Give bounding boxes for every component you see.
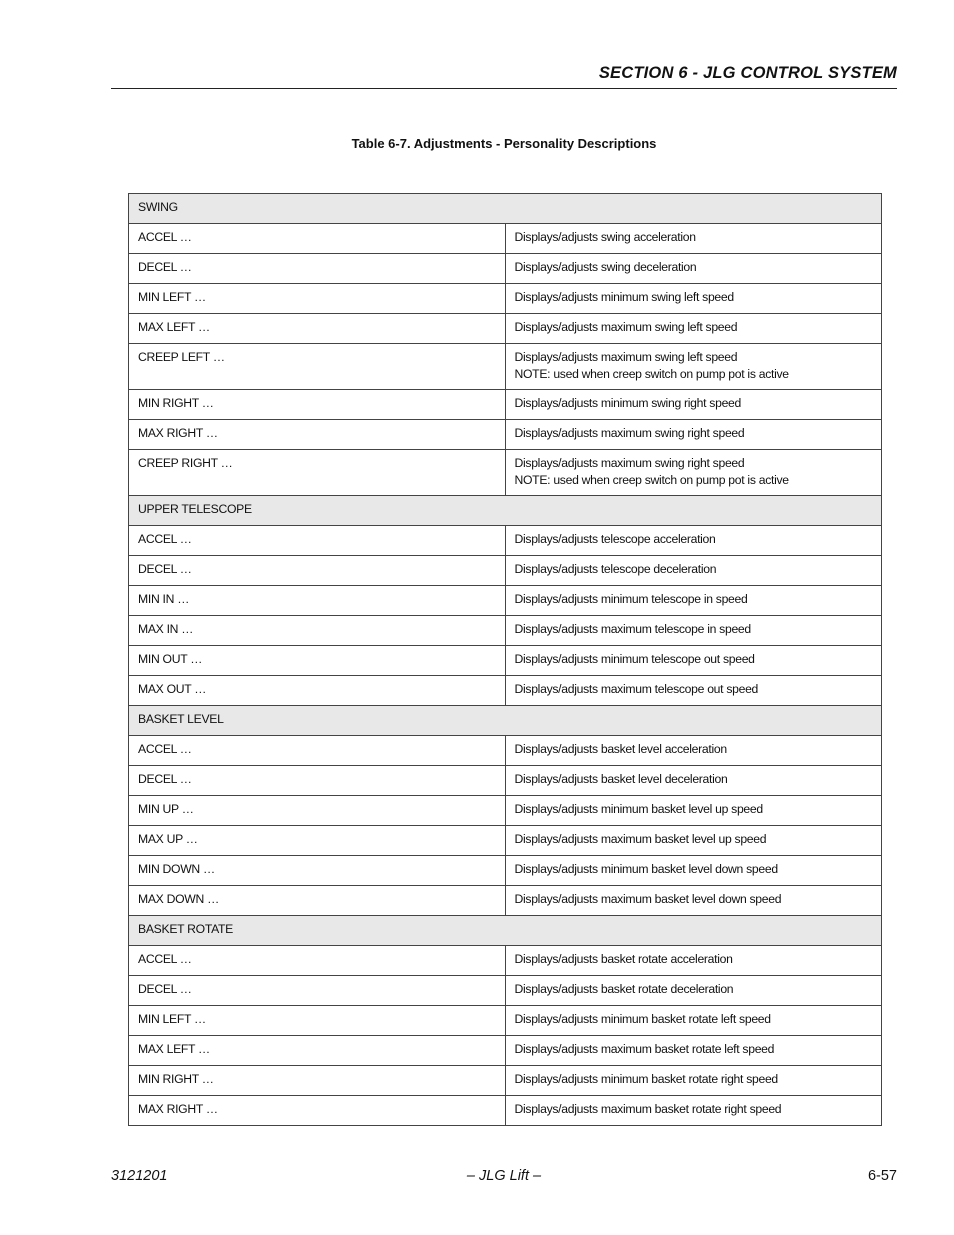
section-header-row	[129, 194, 882, 224]
parameter-description	[505, 254, 882, 284]
description-line: Displays/adjusts telescope acceleration	[514, 532, 716, 546]
parameter-name: MIN DOWN …	[129, 856, 506, 886]
description-line: Displays/adjusts basket rotate acceleration	[514, 952, 733, 966]
table-caption: Table 6-7. Adjustments - Personality Descriptions	[351, 136, 657, 151]
table-row	[129, 556, 882, 586]
description-note: NOTE: used when creep switch on pump pot is active	[514, 473, 789, 487]
section-header: SWING	[129, 194, 882, 224]
table-row	[129, 616, 882, 646]
table-row	[129, 586, 882, 616]
description-line: Displays/adjusts basket level acceleration	[514, 742, 727, 756]
table-row	[129, 1006, 882, 1036]
parameter-name: DECEL …	[129, 556, 506, 586]
parameter-description	[505, 946, 882, 976]
table-row	[129, 976, 882, 1006]
table-row	[129, 646, 882, 676]
description-line: Displays/adjusts maximum basket level down speed	[514, 892, 782, 906]
table-row	[129, 526, 882, 556]
parameter-description	[505, 736, 882, 766]
table-row	[129, 826, 882, 856]
table-row	[129, 344, 882, 390]
section-title: SECTION 6 - JLG CONTROL SYSTEM	[598, 64, 897, 82]
table-row	[129, 886, 882, 916]
parameter-name: MAX RIGHT …	[129, 1096, 506, 1126]
description-line: Displays/adjusts minimum basket level down speed	[514, 862, 778, 876]
description-line: Displays/adjusts maximum swing left speed	[514, 320, 738, 334]
parameter-description	[505, 856, 882, 886]
table-row	[129, 390, 882, 420]
parameter-description	[505, 826, 882, 856]
parameter-name: MIN RIGHT …	[129, 1066, 506, 1096]
parameter-name: MAX RIGHT …	[129, 420, 506, 450]
description-line: Displays/adjusts basket rotate deceleration	[514, 982, 734, 996]
parameter-description	[505, 450, 882, 496]
parameter-description	[505, 1096, 882, 1126]
parameter-name: MAX IN …	[129, 616, 506, 646]
parameter-name: MIN IN …	[129, 586, 506, 616]
parameter-description	[505, 676, 882, 706]
description-line: Displays/adjusts swing deceleration	[514, 260, 697, 274]
parameter-description	[505, 390, 882, 420]
parameter-name: MIN OUT …	[129, 646, 506, 676]
parameter-description	[505, 976, 882, 1006]
parameter-description	[505, 796, 882, 826]
description-line: Displays/adjusts minimum basket rotate right speed	[514, 1072, 778, 1086]
description-line: Displays/adjusts telescope deceleration	[514, 562, 717, 576]
parameter-description	[505, 314, 882, 344]
parameter-description	[505, 556, 882, 586]
description-line: Displays/adjusts maximum swing right speed	[514, 426, 745, 440]
doc-number: 3121201	[111, 1168, 168, 1184]
table-row	[129, 224, 882, 254]
description-line: Displays/adjusts minimum basket level up speed	[514, 802, 763, 816]
table-row	[129, 284, 882, 314]
description-line: Displays/adjusts maximum swing left speed	[514, 350, 738, 364]
description-line: Displays/adjusts maximum swing right speed	[514, 456, 745, 470]
parameter-description	[505, 586, 882, 616]
description-line: Displays/adjusts minimum basket rotate left speed	[514, 1012, 771, 1026]
parameter-description	[505, 616, 882, 646]
description-line: Displays/adjusts maximum basket level up speed	[514, 832, 767, 846]
description-note: NOTE: used when creep switch on pump pot is active	[514, 367, 789, 381]
section-header-row	[129, 706, 882, 736]
parameter-name: ACCEL …	[129, 946, 506, 976]
page-number: 6-57	[867, 1168, 897, 1184]
description-line: Displays/adjusts minimum swing left speed	[514, 290, 734, 304]
section-header-row	[129, 916, 882, 946]
table-row	[129, 450, 882, 496]
table-row	[129, 736, 882, 766]
parameter-name: MAX LEFT …	[129, 1036, 506, 1066]
description-line: Displays/adjusts maximum telescope in speed	[514, 622, 751, 636]
section-header: BASKET LEVEL	[129, 706, 882, 736]
personality-table	[128, 193, 882, 1126]
description-line: Displays/adjusts swing acceleration	[514, 230, 696, 244]
header-divider	[111, 88, 897, 89]
table-row	[129, 946, 882, 976]
section-header: UPPER TELESCOPE	[129, 496, 882, 526]
description-line: Displays/adjusts minimum swing right speed	[514, 396, 742, 410]
table-row	[129, 314, 882, 344]
parameter-description	[505, 224, 882, 254]
parameter-name: MAX DOWN …	[129, 886, 506, 916]
parameter-description	[505, 766, 882, 796]
parameter-name: DECEL …	[129, 976, 506, 1006]
table-row	[129, 254, 882, 284]
description-line: Displays/adjusts maximum basket rotate right speed	[514, 1102, 782, 1116]
parameter-name: DECEL …	[129, 766, 506, 796]
footer-brand: – JLG Lift –	[466, 1168, 542, 1184]
parameter-description	[505, 1006, 882, 1036]
section-header-row	[129, 496, 882, 526]
table-body	[129, 194, 882, 1126]
parameter-description	[505, 646, 882, 676]
parameter-description	[505, 284, 882, 314]
description-line: Displays/adjusts maximum telescope out speed	[514, 682, 759, 696]
parameter-description	[505, 420, 882, 450]
description-line: Displays/adjusts minimum telescope out speed	[514, 652, 755, 666]
parameter-name: MAX OUT …	[129, 676, 506, 706]
table-row	[129, 420, 882, 450]
parameter-name: ACCEL …	[129, 224, 506, 254]
parameter-name: ACCEL …	[129, 526, 506, 556]
parameter-name: CREEP LEFT …	[129, 344, 506, 390]
parameter-description	[505, 344, 882, 390]
description-line: Displays/adjusts basket level deceleration	[514, 772, 728, 786]
parameter-description	[505, 1036, 882, 1066]
table-row	[129, 856, 882, 886]
description-line: Displays/adjusts minimum telescope in speed	[514, 592, 748, 606]
parameter-name: MIN UP …	[129, 796, 506, 826]
section-header: BASKET ROTATE	[129, 916, 882, 946]
parameter-description	[505, 526, 882, 556]
table-row	[129, 766, 882, 796]
parameter-description	[505, 1066, 882, 1096]
parameter-name: MIN LEFT …	[129, 284, 506, 314]
parameter-name: DECEL …	[129, 254, 506, 284]
table-row	[129, 1066, 882, 1096]
table-row	[129, 1096, 882, 1126]
description-line: Displays/adjusts maximum basket rotate left speed	[514, 1042, 775, 1056]
table-row	[129, 1036, 882, 1066]
parameter-name: CREEP RIGHT …	[129, 450, 506, 496]
parameter-name: MIN RIGHT …	[129, 390, 506, 420]
table-row	[129, 676, 882, 706]
table-row	[129, 796, 882, 826]
parameter-description	[505, 886, 882, 916]
parameter-name: ACCEL …	[129, 736, 506, 766]
parameter-name: MAX UP …	[129, 826, 506, 856]
parameter-name: MIN LEFT …	[129, 1006, 506, 1036]
parameter-name: MAX LEFT …	[129, 314, 506, 344]
